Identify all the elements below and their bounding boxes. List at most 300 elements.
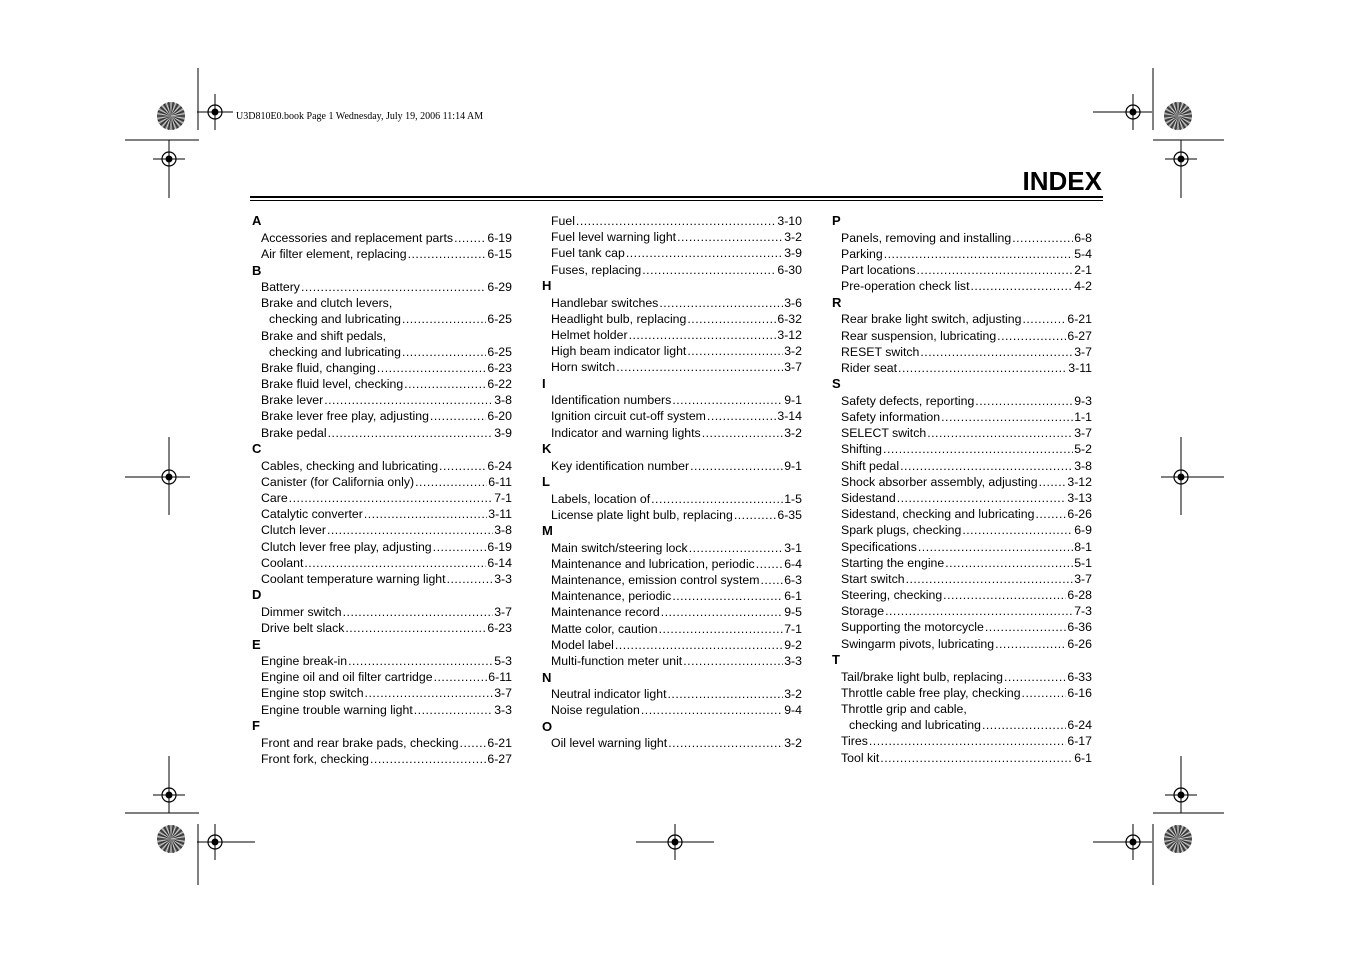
- dot-leader: [945, 555, 1073, 571]
- index-entry-page: 6-14: [487, 555, 512, 570]
- index-letter-heading: R: [832, 294, 842, 310]
- index-entry-label: Key identification number: [551, 458, 690, 473]
- index-entry-page: 9-2: [784, 637, 802, 652]
- index-entry-page: 3-13: [1067, 490, 1092, 505]
- index-entry: [832, 506, 1092, 522]
- book-info-slug: U3D810E0.book Page 1 Wednesday, July 19, 2006 11:14 AM: [236, 111, 484, 122]
- index-entry-label: Swingarm pivots, lubricating: [841, 636, 995, 651]
- dot-leader: [348, 653, 493, 669]
- index-entry-label: Identification numbers: [551, 393, 672, 408]
- index-entry: [832, 230, 1092, 246]
- index-entry: [252, 735, 512, 751]
- dot-leader: [408, 246, 487, 262]
- color-starburst-icon: [157, 102, 185, 130]
- index-entry: [252, 604, 512, 620]
- index-entry: [542, 572, 802, 588]
- index-entry-page: 3-7: [784, 360, 802, 375]
- index-entry-page: 6-4: [784, 556, 802, 571]
- index-entry-page: 3-8: [1074, 458, 1092, 473]
- index-entry-label: Starting the engine: [841, 555, 945, 570]
- index-column-3: [832, 213, 1092, 766]
- index-entry-page: 6-15: [487, 246, 512, 261]
- index-entry-label: Fuel: [551, 214, 575, 228]
- index-entry-page: 6-33: [1067, 669, 1092, 684]
- dot-leader: [651, 491, 783, 507]
- index-entry: [832, 701, 1092, 717]
- index-entry-label: Shock absorber assembly, adjusting: [841, 474, 1038, 489]
- index-letter-heading: C: [252, 441, 262, 457]
- index-entry-label: Accessories and replacement parts: [261, 230, 454, 245]
- index-entry-label: Clutch lever free play, adjusting: [261, 539, 432, 554]
- index-entry-page: 6-29: [487, 279, 512, 294]
- index-entry-label: Engine oil and oil filter cartridge: [261, 670, 433, 685]
- index-letter-heading: T: [832, 652, 840, 668]
- index-entry-page: 3-2: [784, 344, 802, 359]
- index-entry: [252, 620, 512, 636]
- index-entry: [542, 556, 802, 572]
- dot-leader: [995, 636, 1066, 652]
- dot-leader: [672, 588, 783, 604]
- dot-leader: [734, 507, 777, 523]
- index-entry-page: 3-2: [784, 687, 802, 701]
- index-entry: [542, 653, 802, 669]
- index-entry-page: 6-30: [777, 262, 802, 277]
- dot-leader: [918, 539, 1073, 555]
- index-entry-page: 6-21: [1067, 312, 1092, 327]
- dot-leader: [997, 328, 1066, 344]
- index-entry: [542, 392, 802, 408]
- dot-leader: [760, 572, 783, 588]
- index-entry-label: Rider seat: [841, 360, 898, 375]
- index-entry: [252, 685, 512, 701]
- index-entry-label: License plate light bulb, replacing: [551, 507, 733, 522]
- index-entry-page: 3-7: [1074, 344, 1092, 359]
- index-entry: [252, 230, 512, 246]
- index-entry: [832, 685, 1092, 701]
- index-entry-label: RESET switch: [841, 344, 920, 359]
- index-entry-page: 2-1: [1074, 263, 1092, 278]
- index-entry-page: 3-1: [784, 540, 802, 555]
- dot-leader: [434, 669, 488, 685]
- index-letter-heading: B: [252, 262, 262, 278]
- dot-leader: [642, 262, 776, 278]
- index-entry-page: 6-35: [777, 507, 802, 522]
- index-entry-label: Cables, checking and lubricating: [261, 458, 439, 473]
- color-starburst-icon: [1164, 825, 1192, 853]
- index-entry-page: 6-16: [1067, 685, 1092, 700]
- index-entry-label: Fuses, replacing: [551, 262, 642, 277]
- dot-leader: [454, 230, 486, 246]
- index-entry: [832, 733, 1092, 749]
- index-entry-label: Neutral indicator light: [551, 687, 667, 701]
- index-entry: [542, 507, 802, 523]
- index-entry-label: Catalytic converter: [261, 507, 363, 522]
- index-entry: [542, 229, 802, 245]
- index-entry: [252, 653, 512, 669]
- index-entry-page: 5-2: [1074, 442, 1092, 457]
- index-entry-label: Maintenance, emission control system: [551, 573, 760, 588]
- dot-leader: [690, 458, 783, 474]
- index-entry-label: Brake and shift pedals,: [261, 328, 387, 343]
- dot-leader: [982, 717, 1066, 733]
- index-entry: [542, 491, 802, 507]
- dot-leader: [447, 571, 494, 587]
- dot-leader: [672, 392, 783, 408]
- index-entry-label: Engine stop switch: [261, 686, 364, 701]
- index-entry-page: 6-11: [488, 670, 512, 685]
- index-entry: [832, 474, 1092, 490]
- dot-leader: [415, 474, 487, 490]
- index-entry-label: Parking: [841, 246, 883, 261]
- dot-leader: [985, 619, 1067, 635]
- dot-leader: [364, 506, 487, 522]
- index-entry: [542, 458, 802, 474]
- index-entry-page: 6-28: [1067, 588, 1092, 603]
- dot-leader: [615, 637, 783, 653]
- index-entry: [252, 295, 512, 311]
- index-entry-page: 3-7: [494, 604, 512, 619]
- dot-leader: [971, 278, 1074, 294]
- index-entry-page: 6-32: [777, 311, 802, 326]
- index-entry-label: Sidestand, checking and lubricating: [841, 507, 1035, 522]
- index-entry-label: Specifications: [841, 539, 917, 554]
- dot-leader: [289, 490, 494, 506]
- index-entry: [252, 555, 512, 571]
- index-entry-label: Main switch/steering lock: [551, 540, 688, 555]
- dot-leader: [1012, 230, 1073, 246]
- dot-leader: [677, 229, 783, 245]
- title-rule-thick: [250, 196, 1103, 198]
- index-entry: [832, 311, 1092, 327]
- index-entry-page: 3-8: [494, 393, 512, 408]
- index-entry-label: Rear brake light switch, adjusting: [841, 312, 1022, 327]
- index-column-2: [542, 213, 802, 751]
- index-entry-label: Ignition circuit cut-off system: [551, 409, 706, 424]
- index-entry-label: Engine break-in: [261, 654, 348, 669]
- index-letter-heading: F: [252, 718, 260, 734]
- index-entry: [252, 376, 512, 392]
- index-entry-page: 3-3: [494, 571, 512, 586]
- dot-leader: [370, 751, 486, 767]
- dot-leader: [404, 376, 486, 392]
- dot-leader: [1022, 311, 1066, 327]
- index-entry-label: Spark plugs, checking: [841, 523, 962, 538]
- index-letter-heading: A: [252, 213, 262, 229]
- index-entry-label: Matte color, caution: [551, 621, 658, 636]
- index-entry: [252, 408, 512, 424]
- dot-leader: [687, 343, 783, 359]
- index-entry-page: 6-11: [488, 474, 512, 489]
- dot-leader: [659, 295, 783, 311]
- dot-leader: [328, 425, 494, 441]
- index-entry-page: 3-7: [494, 686, 512, 701]
- index-entry: [542, 621, 802, 637]
- index-entry-page: 6-27: [1067, 328, 1092, 343]
- dot-leader: [1035, 506, 1066, 522]
- index-entry-page: 3-7: [1074, 426, 1092, 441]
- dot-leader: [898, 360, 1067, 376]
- index-entry-page: 6-23: [487, 621, 512, 636]
- dot-leader: [327, 522, 493, 538]
- index-entry-label: Brake and clutch levers,: [261, 296, 393, 311]
- index-entry: [252, 458, 512, 474]
- index-entry: [832, 409, 1092, 425]
- index-entry-label: Tool kit: [841, 750, 880, 765]
- dot-leader: [616, 359, 783, 375]
- index-letter-heading: K: [542, 441, 552, 457]
- index-entry-page: 3-11: [488, 507, 512, 522]
- index-entry: [542, 262, 802, 278]
- dot-leader: [343, 604, 494, 620]
- index-entry-page: 3-12: [1067, 474, 1092, 489]
- dot-leader: [659, 621, 784, 637]
- index-entry-label: Start switch: [841, 571, 905, 586]
- index-entry-page: 6-3: [784, 573, 802, 588]
- index-entry-label: Throttle cable free play, checking: [841, 685, 1021, 700]
- index-entry: [252, 571, 512, 587]
- index-entry-label: Front and rear brake pads, checking: [261, 735, 459, 750]
- dot-leader: [661, 604, 784, 620]
- index-entry: [832, 717, 1092, 733]
- index-letter-heading: I: [542, 375, 546, 391]
- dot-leader: [1004, 669, 1066, 685]
- index-letter-heading: E: [252, 636, 261, 652]
- dot-leader: [576, 213, 776, 229]
- index-entry-page: 9-4: [784, 703, 802, 718]
- index-entry: [832, 571, 1092, 587]
- index-entry-page: 5-1: [1074, 555, 1092, 570]
- dot-leader: [883, 441, 1073, 457]
- index-entry-page: 3-12: [777, 327, 802, 342]
- index-entry-label: Tail/brake light bulb, replacing: [841, 669, 1004, 684]
- index-entry: [542, 213, 802, 229]
- index-entry: [832, 619, 1092, 635]
- index-entry: [252, 360, 512, 376]
- index-entry-page: 6-27: [487, 751, 512, 766]
- index-entry-page: 9-5: [784, 605, 802, 620]
- index-entry-label: Horn switch: [551, 360, 616, 375]
- index-entry-page: 5-3: [494, 654, 512, 669]
- dot-leader: [1039, 474, 1067, 490]
- index-entry-label: Front fork, checking: [261, 751, 369, 766]
- index-entry: [252, 539, 512, 555]
- index-entry: [542, 637, 802, 653]
- index-entry-label: Multi-function meter unit: [551, 654, 683, 669]
- index-entry: [542, 686, 802, 702]
- index-entry-label: Safety information: [841, 410, 941, 425]
- index-entry-label: Drive belt slack: [261, 621, 345, 636]
- index-entry: [832, 603, 1092, 619]
- index-entry-label: Brake fluid level, checking: [261, 377, 404, 392]
- index-entry-page: 6-26: [1067, 507, 1092, 522]
- dot-leader: [629, 327, 777, 343]
- dot-leader: [460, 735, 487, 751]
- index-entry: [832, 555, 1092, 571]
- index-entry-label: Helmet holder: [551, 327, 628, 342]
- index-entry-label: Part locations: [841, 263, 916, 278]
- index-letter-heading: D: [252, 587, 262, 603]
- index-entry-label: Rear suspension, lubricating: [841, 328, 997, 343]
- dot-leader: [626, 245, 783, 261]
- index-entry-page: 3-2: [784, 736, 802, 751]
- dot-leader: [433, 539, 487, 555]
- index-entry-label: Shift pedal: [841, 458, 900, 473]
- index-entry: [542, 245, 802, 261]
- index-entry-label: checking and lubricating: [269, 312, 401, 327]
- index-entry: [252, 751, 512, 767]
- index-entry: [252, 311, 512, 327]
- index-entry: [832, 360, 1092, 376]
- dot-leader: [917, 262, 1074, 278]
- dot-leader: [683, 653, 783, 669]
- index-letter-heading: S: [832, 376, 841, 392]
- index-entry: [252, 669, 512, 685]
- index-entry-label: Fuel tank cap: [551, 246, 625, 261]
- index-entry-label: checking and lubricating: [269, 344, 401, 359]
- index-entry: [832, 490, 1092, 506]
- dot-leader: [687, 311, 776, 327]
- dot-leader: [975, 393, 1073, 409]
- index-entry-label: Brake lever: [261, 393, 324, 408]
- dot-leader: [365, 685, 494, 701]
- index-entry: [542, 311, 802, 327]
- index-entry-page: 3-6: [784, 295, 802, 310]
- index-entry: [252, 392, 512, 408]
- index-entry-page: 6-24: [1067, 718, 1092, 733]
- index-entry-label: Fuel level warning light: [551, 230, 677, 245]
- index-entry: [252, 474, 512, 490]
- index-entry-page: 3-11: [1068, 360, 1092, 375]
- index-entry: [832, 636, 1092, 652]
- index-entry: [542, 408, 802, 424]
- index-entry: [252, 344, 512, 360]
- index-entry-page: 3-2: [784, 425, 802, 440]
- index-entry: [832, 246, 1092, 262]
- index-entry-label: Battery: [261, 279, 300, 294]
- dot-leader: [414, 702, 493, 718]
- index-entry-label: Maintenance and lubrication, periodic: [551, 556, 755, 571]
- index-entry-page: 7-3: [1074, 604, 1092, 619]
- index-entry-page: 3-9: [494, 425, 512, 440]
- index-entry-page: 6-19: [487, 230, 512, 245]
- index-entry-page: 6-19: [487, 539, 512, 554]
- index-entry: [832, 441, 1092, 457]
- dot-leader: [920, 344, 1073, 360]
- dot-leader: [927, 425, 1073, 441]
- index-entry: [832, 344, 1092, 360]
- index-entry-label: Headlight bulb, replacing: [551, 311, 687, 326]
- index-entry-page: 6-21: [487, 735, 512, 750]
- dot-leader: [900, 458, 1073, 474]
- index-entry: [832, 539, 1092, 555]
- index-entry-page: 6-20: [487, 409, 512, 424]
- index-entry-label: Sidestand: [841, 490, 896, 505]
- dot-leader: [756, 556, 784, 572]
- index-entry: [542, 343, 802, 359]
- index-entry-page: 3-9: [784, 246, 802, 261]
- index-entry-label: Maintenance, periodic: [551, 589, 672, 604]
- index-entry-page: 3-7: [1074, 571, 1092, 586]
- dot-leader: [430, 408, 486, 424]
- dot-leader: [941, 409, 1073, 425]
- index-entry: [542, 327, 802, 343]
- dot-leader: [943, 587, 1066, 603]
- index-column-1: [252, 213, 512, 767]
- dot-leader: [1022, 685, 1067, 701]
- index-entry-page: 6-26: [1067, 636, 1092, 651]
- index-entry: [832, 750, 1092, 766]
- color-starburst-icon: [157, 825, 185, 853]
- index-entry-label: Pre-operation check list: [841, 279, 970, 294]
- index-entry-page: 4-2: [1074, 279, 1092, 294]
- dot-leader: [689, 540, 784, 556]
- index-entry: [542, 295, 802, 311]
- index-entry-label: Brake fluid, changing: [261, 360, 376, 375]
- dot-leader: [324, 392, 493, 408]
- index-entry-label: checking and lubricating: [849, 718, 981, 733]
- index-entry-label: Tires: [841, 734, 868, 749]
- index-entry-label: Throttle grip and cable,: [841, 702, 967, 716]
- index-entry: [832, 393, 1092, 409]
- index-entry-page: 3-3: [784, 654, 802, 669]
- index-entry-label: Labels, location of: [551, 491, 651, 506]
- index-entry-label: Air filter element, replacing: [261, 246, 407, 261]
- index-entry: [542, 735, 802, 751]
- index-letter-heading: P: [832, 213, 841, 229]
- index-entry-label: Clutch lever: [261, 523, 326, 538]
- index-entry: [832, 328, 1092, 344]
- index-entry: [542, 588, 802, 604]
- dot-leader: [304, 555, 486, 571]
- dot-leader: [707, 408, 776, 424]
- index-entry-label: SELECT switch: [841, 426, 927, 441]
- index-entry: [832, 587, 1092, 603]
- index-entry-page: 6-36: [1067, 620, 1092, 635]
- index-entry: [542, 604, 802, 620]
- dot-leader: [906, 571, 1074, 587]
- dot-leader: [702, 425, 784, 441]
- index-entry-page: 1-5: [784, 491, 802, 506]
- dot-leader: [880, 750, 1073, 766]
- index-entry: [832, 278, 1092, 294]
- index-entry-page: 6-8: [1074, 230, 1092, 245]
- index-entry: [252, 490, 512, 506]
- index-entry-page: 3-8: [494, 523, 512, 538]
- index-entry-label: Shifting: [841, 442, 883, 457]
- index-entry: [252, 702, 512, 718]
- index-entry-page: 7-1: [494, 490, 512, 505]
- index-entry: [252, 246, 512, 262]
- index-entry-label: Indicator and warning lights: [551, 425, 701, 440]
- index-entry-label: Storage: [841, 604, 885, 619]
- index-entry-page: 1-1: [1074, 410, 1092, 425]
- index-entry-page: 9-1: [784, 458, 802, 473]
- index-entry-label: Handlebar switches: [551, 295, 659, 310]
- index-entry-label: Supporting the motorcycle: [841, 620, 984, 635]
- dot-leader: [641, 702, 783, 718]
- dot-leader: [668, 686, 784, 702]
- index-entry-label: High beam indicator light: [551, 344, 687, 359]
- index-letter-heading: O: [542, 718, 553, 734]
- index-entry-page: 3-10: [777, 214, 802, 228]
- dot-leader: [962, 522, 1073, 538]
- index-entry-page: 6-1: [784, 589, 802, 604]
- index-entry: [252, 506, 512, 522]
- index-entry-page: 6-17: [1067, 734, 1092, 749]
- index-entry: [832, 425, 1092, 441]
- index-letter-heading: N: [542, 669, 552, 685]
- dot-leader: [885, 603, 1073, 619]
